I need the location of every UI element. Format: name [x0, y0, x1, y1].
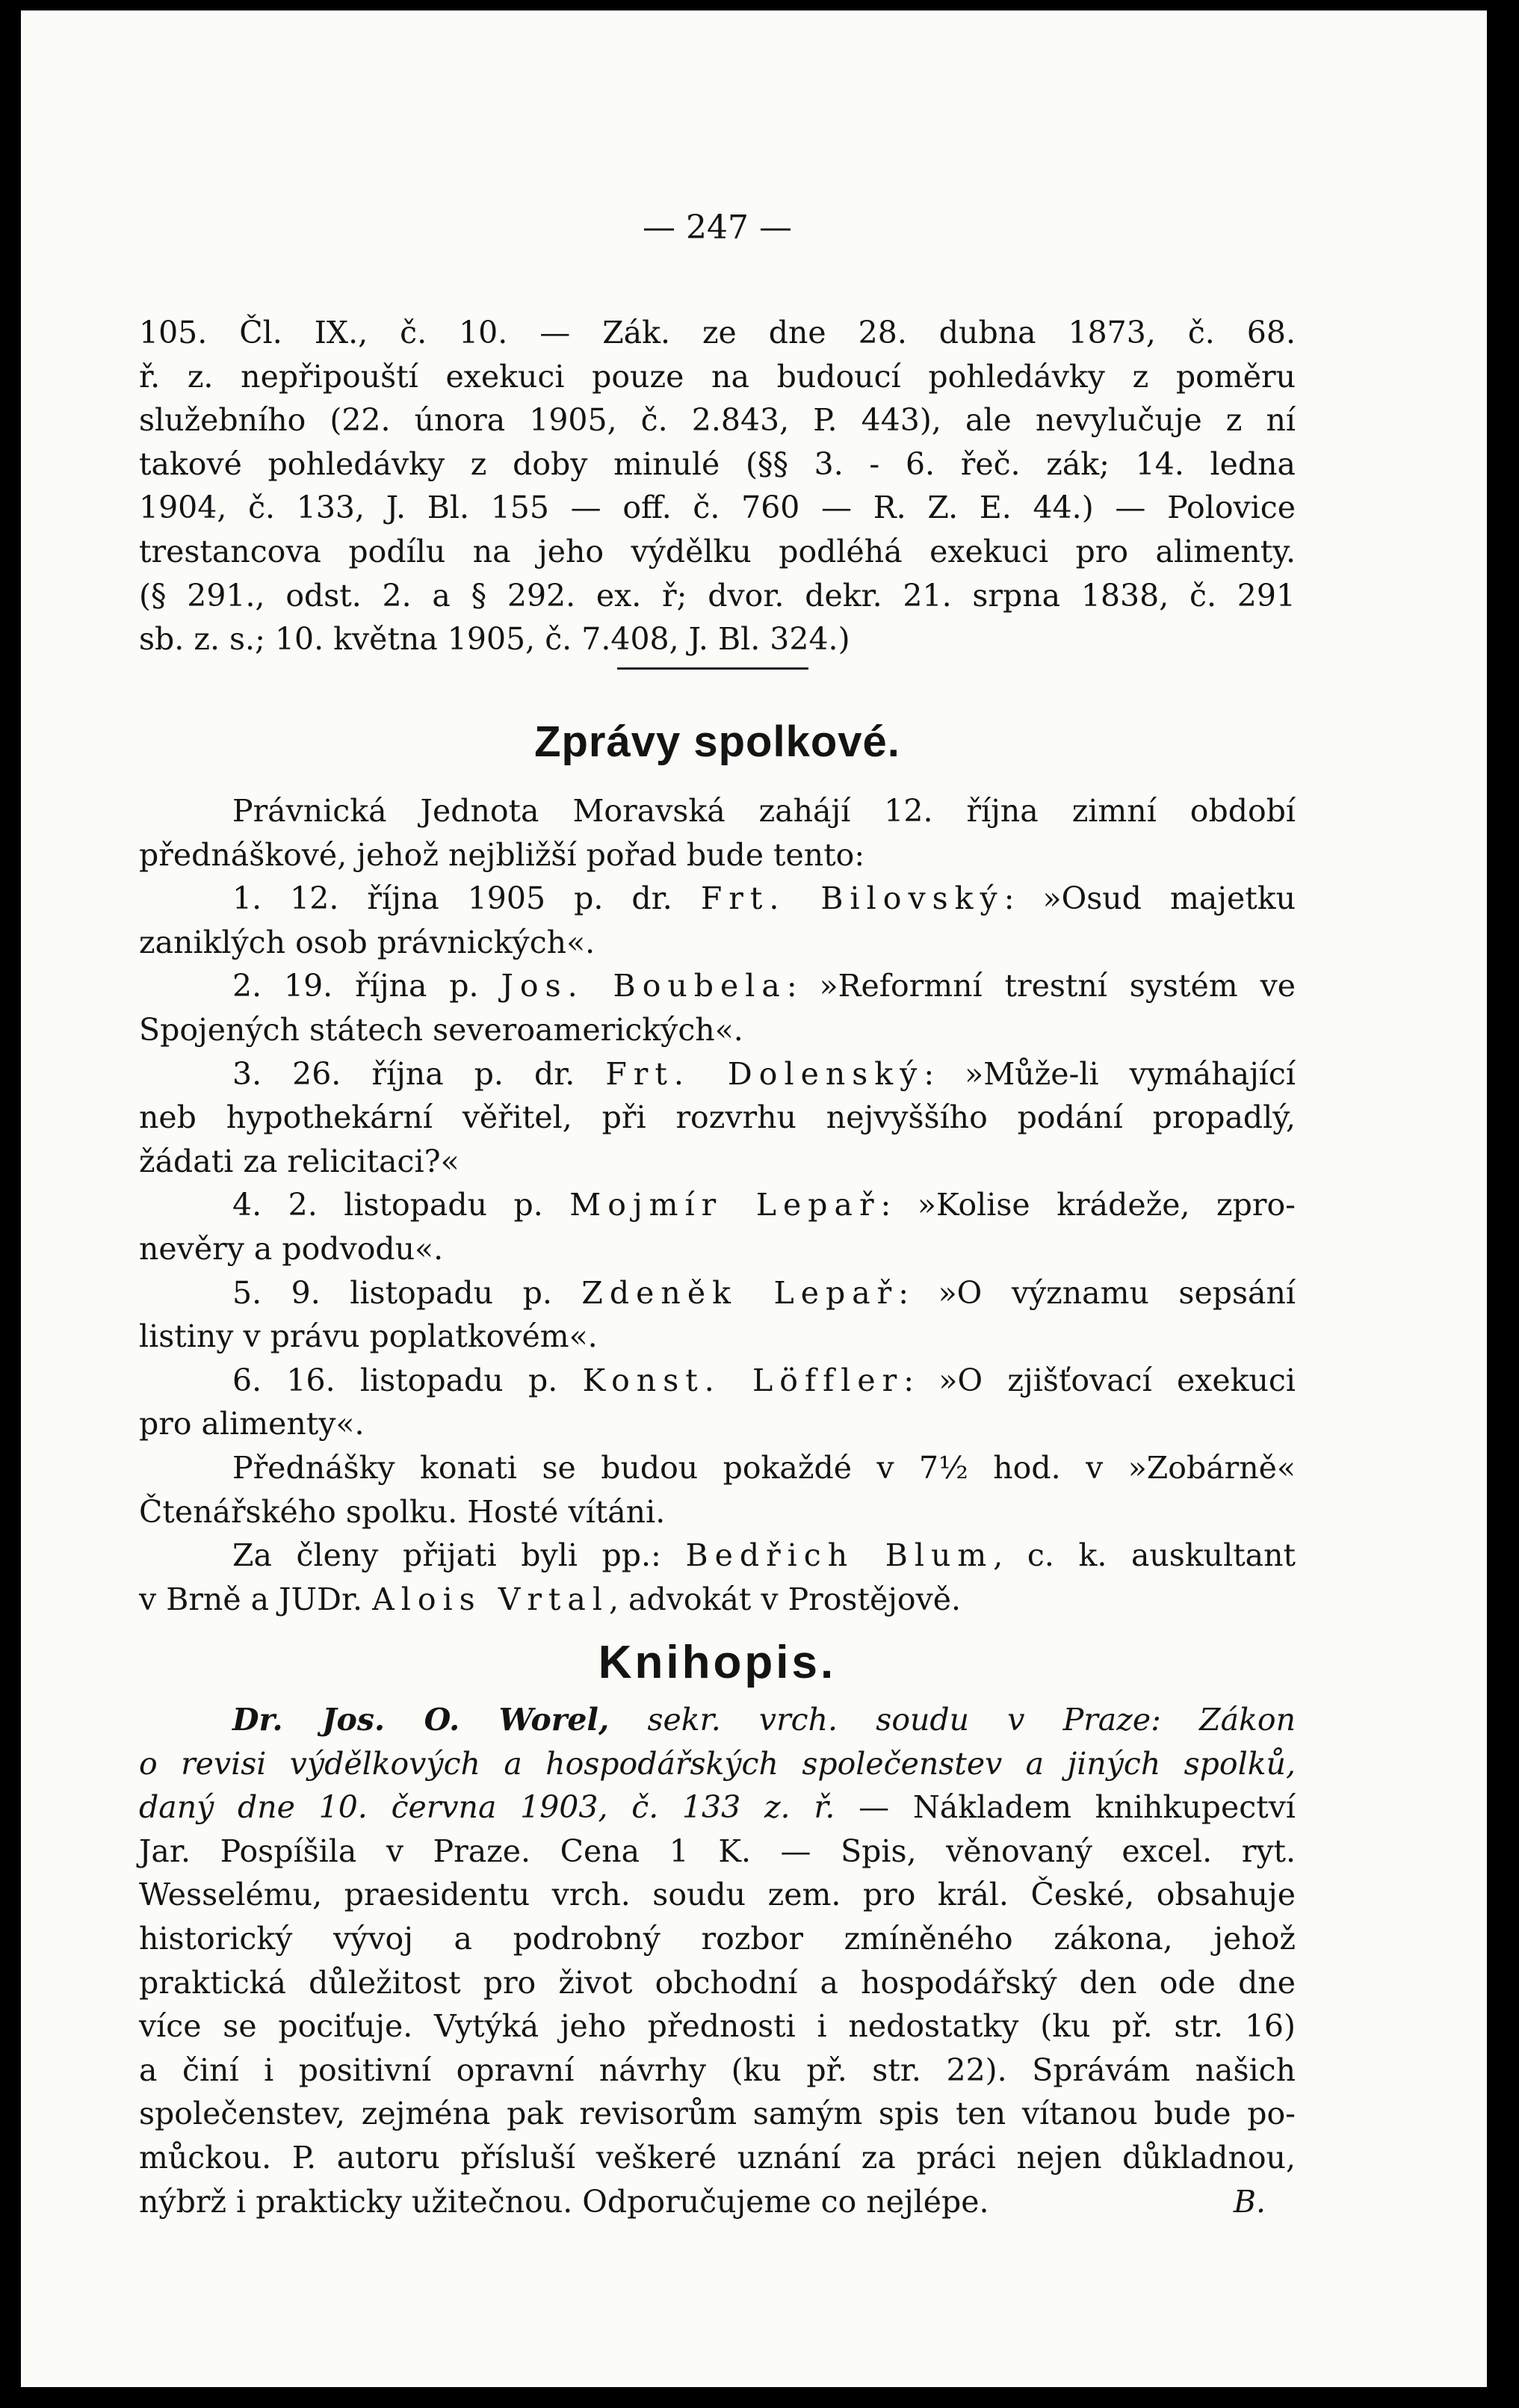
- text-line: (§ 291., odst. 2. a § 292. ex. ř; dvor. dekr. 21. srpna 1838, č. 291: [139, 577, 1296, 614]
- divider: [617, 667, 808, 670]
- page-number: — 247 —: [643, 209, 792, 247]
- item-105: [139, 311, 1296, 661]
- text-line: pro alimenty«.: [139, 1406, 365, 1442]
- text-line: 1904, č. 133, J. Bl. 155 — off. č. 760 — R. Z. E. 44.) — Polovice: [139, 490, 1296, 526]
- reviewer-initial: B.: [1233, 2183, 1266, 2220]
- text-line: Spojených státech severoamerických«.: [139, 1011, 743, 1048]
- text-line: o revisi výdělkových a hospodářských společenstev a jiných spolků,: [139, 1745, 1296, 1782]
- lecture-item: 6. 16. listopadu p. Konst. Löffler: »O zjišťovací exekuci: [232, 1362, 1296, 1398]
- members-line: Za členy přijati byli pp.: Bedřich Blum, c. k. auskultant: [232, 1537, 1296, 1574]
- text-line: a činí i positivní opravní návrhy (ku př. str. 22). Správám našich: [139, 2052, 1296, 2088]
- text-line: 105. Čl. IX., č. 10. — Zák. ze dne 28. dubna 1873, č. 68.: [139, 315, 1296, 351]
- text-line: více se pociťuje. Vytýká jeho přednosti i nedostatky (ku př. str. 16): [139, 2008, 1296, 2045]
- text-line: můckou. P. autoru přísluší veškeré uznání za práci nejen důkladnou,: [139, 2139, 1296, 2176]
- text-line: Přednášky konati se budou pokaždé v 7½ hod. v »Zobárně«: [232, 1449, 1296, 1486]
- lecture-item: 4. 2. listopadu p. Mojmír Lepař: »Kolise krádeže, zpro-: [232, 1187, 1296, 1223]
- lecture-item: 1. 12. října 1905 p. dr. Frt. Bilovský: »Osud majetku: [232, 880, 1296, 917]
- text-line: daný dne 10. června 1903, č. 133 z. ř. — Nákladem knihkupectví: [139, 1789, 1296, 1826]
- heading-zpravy-spolkove: Zprávy spolkové.: [534, 717, 900, 766]
- members-line: v Brně a JUDr. Alois Vrtal, advokát v Prostějově.: [139, 1581, 962, 1617]
- text-line: Dr. Jos. O. Worel, sekr. vrch. soudu v Praze: Zákon: [232, 1702, 1296, 1738]
- text-line: takové pohledávky z doby minulé (§§ 3. - 6. řeč. zák; 14. ledna: [139, 445, 1296, 482]
- lecture-item: 2. 19. října p. Jos. Boubela: »Reformní trestní systém ve: [232, 968, 1296, 1004]
- text-line: nýbrž i prakticky užitečnou. Odporučujeme co nejlépe. B.: [139, 2180, 1296, 2224]
- page: [21, 10, 1487, 2387]
- lecture-item: 5. 9. listopadu p. Zdeněk Lepař: »O významu sepsání: [232, 1274, 1296, 1311]
- text-line: služebního (22. února 1905, č. 2.843, P. 443), ale nevylučuje z ní: [139, 402, 1296, 439]
- text-line: společenstev, zejména pak revisorům samým spis ten vítanou bude po-: [139, 2096, 1296, 2132]
- text-line: zaniklých osob právnických«.: [139, 924, 595, 960]
- text-line: přednáškové, jehož nejbližší pořad bude tento:: [139, 836, 865, 873]
- text-line: praktická důležitost pro život obchodní a hospodářský den ode dne: [139, 1964, 1296, 2001]
- text-line: žádati za relicitaci?«: [139, 1143, 460, 1179]
- book-review: [139, 1698, 1296, 2223]
- club-news: [139, 789, 1296, 1621]
- text-line: Wesselému, praesidentu vrch. soudu zem. pro král. České, obsahuje: [139, 1877, 1296, 1913]
- text-line: Jar. Pospíšila v Praze. Cena 1 K. — Spis, věnovaný excel. ryt.: [139, 1833, 1296, 1869]
- text-line: ř. z. nepřipouští exekuci pouze na budoucí pohledávky z poměru: [139, 358, 1296, 395]
- text-line: listiny v právu poplatkovém«.: [139, 1318, 598, 1355]
- lecture-item: 3. 26. října p. dr. Frt. Dolenský: »Může-li vymáhající: [232, 1055, 1296, 1092]
- text-line: Právnická Jednota Moravská zahájí 12. října zimní období: [232, 793, 1296, 829]
- text-line: nevěry a podvodu«.: [139, 1230, 444, 1267]
- text-line: neb hypothekární věřitel, při rozvrhu nejvyššího podání propadlý,: [139, 1099, 1296, 1136]
- heading-knihopis: Knihopis.: [598, 1637, 837, 1688]
- text-line: Čtenářského spolku. Hosté vítáni.: [139, 1493, 666, 1530]
- text-line: sb. z. s.; 10. května 1905, č. 7.408, J. Bl. 324.): [139, 621, 850, 658]
- text-line: trestancova podílu na jeho výdělku podléhá exekuci pro alimenty.: [139, 533, 1296, 569]
- text-line: historický vývoj a podrobný rozbor zmíněného zákona, jehož: [139, 1920, 1296, 1957]
